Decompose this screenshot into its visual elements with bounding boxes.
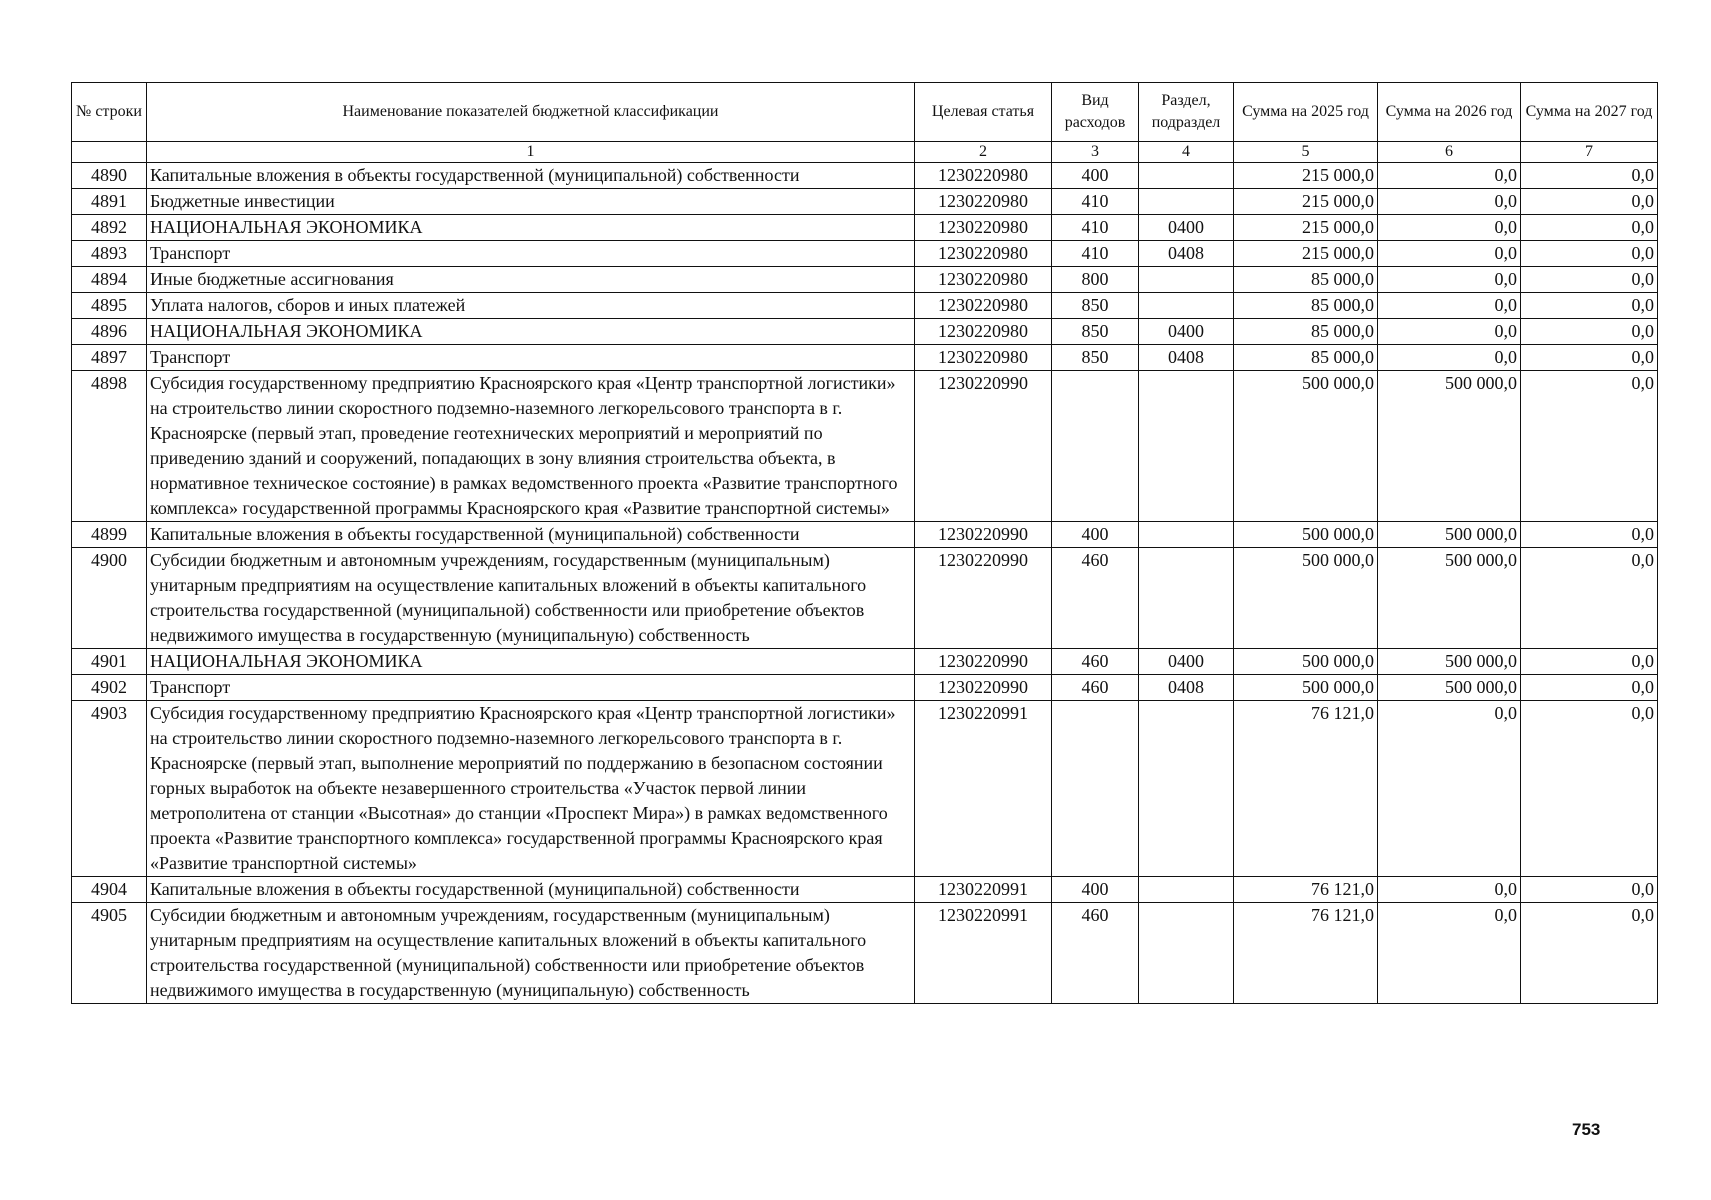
table-row <box>72 189 1658 215</box>
row-target-article: 1230220991 <box>915 903 1052 1004</box>
row-sum-2027: 0,0 <box>1521 293 1658 319</box>
row-section: 0408 <box>1139 241 1234 267</box>
column-number: 4 <box>1139 142 1234 163</box>
row-section <box>1139 522 1234 548</box>
row-target-article: 1230220980 <box>915 163 1052 189</box>
row-sum-2027: 0,0 <box>1521 649 1658 675</box>
row-target-article: 1230220980 <box>915 215 1052 241</box>
row-sum-2026: 0,0 <box>1378 701 1521 877</box>
row-expense-type: 460 <box>1052 903 1139 1004</box>
table-row <box>72 163 1658 189</box>
row-sum-2026: 500 000,0 <box>1378 548 1521 649</box>
row-target-article: 1230220990 <box>915 649 1052 675</box>
row-number: 4901 <box>72 649 147 675</box>
row-sum-2027: 0,0 <box>1521 189 1658 215</box>
row-sum-2025: 76 121,0 <box>1234 903 1378 1004</box>
header-target: Целевая статья <box>915 83 1052 142</box>
row-number: 4900 <box>72 548 147 649</box>
table-row <box>72 903 1658 1004</box>
row-sum-2025: 85 000,0 <box>1234 319 1378 345</box>
row-sum-2025: 500 000,0 <box>1234 649 1378 675</box>
table-row <box>72 522 1658 548</box>
row-sum-2025: 85 000,0 <box>1234 293 1378 319</box>
row-sum-2027: 0,0 <box>1521 903 1658 1004</box>
row-sum-2026: 0,0 <box>1378 903 1521 1004</box>
row-section <box>1139 189 1234 215</box>
table-row <box>72 675 1658 701</box>
header-sum-2027: Сумма на 2027 год <box>1521 83 1658 142</box>
row-name: Транспорт <box>147 675 915 701</box>
row-sum-2025: 85 000,0 <box>1234 267 1378 293</box>
row-expense-type: 850 <box>1052 319 1139 345</box>
row-target-article: 1230220980 <box>915 241 1052 267</box>
row-target-article: 1230220980 <box>915 189 1052 215</box>
table-row <box>72 293 1658 319</box>
row-section: 0400 <box>1139 319 1234 345</box>
row-name: Иные бюджетные ассигнования <box>147 267 915 293</box>
row-sum-2026: 0,0 <box>1378 267 1521 293</box>
row-target-article: 1230220990 <box>915 675 1052 701</box>
row-name: Капитальные вложения в объекты государственной (муниципальной) собственности <box>147 522 915 548</box>
row-number: 4905 <box>72 903 147 1004</box>
row-expense-type: 400 <box>1052 877 1139 903</box>
row-target-article: 1230220991 <box>915 877 1052 903</box>
row-expense-type <box>1052 371 1139 522</box>
row-sum-2025: 500 000,0 <box>1234 548 1378 649</box>
column-number: 2 <box>915 142 1052 163</box>
row-sum-2027: 0,0 <box>1521 215 1658 241</box>
row-section <box>1139 877 1234 903</box>
row-expense-type <box>1052 701 1139 877</box>
table-row <box>72 548 1658 649</box>
header-name: Наименование показателей бюджетной классификации <box>147 83 915 142</box>
row-section <box>1139 701 1234 877</box>
row-section <box>1139 903 1234 1004</box>
row-name: Субсидии бюджетным и автономным учреждениям, государственным (муниципальным) унитарным предприятиям на осуществление капитальных вложений в объекты капитального строительства государственной (муниципальной) собственности или приобретение объектов недвижимого имущества в государственную (муниципальную) собственность <box>147 903 915 1004</box>
row-name: Субсидия государственному предприятию Красноярского края «Центр транспортной логистики» на строительство линии скоростного подземно-наземного легкорельсового транспорта в г. Красноярске (первый этап, выполнение мероприятий по поддержанию в безопасном состоянии горных выработок на объекте незавершенного строительства «Участок первой линии метрополитена от станции «Высотная» до станции «Проспект Мира») в рамках ведомственного проекта «Развитие транспортного комплекса» государственной программы Красноярского края «Развитие транспортной системы» <box>147 701 915 877</box>
row-name: Капитальные вложения в объекты государственной (муниципальной) собственности <box>147 163 915 189</box>
row-name: Транспорт <box>147 345 915 371</box>
row-target-article: 1230220980 <box>915 345 1052 371</box>
row-sum-2026: 0,0 <box>1378 241 1521 267</box>
row-expense-type: 850 <box>1052 293 1139 319</box>
row-number: 4898 <box>72 371 147 522</box>
row-number: 4894 <box>72 267 147 293</box>
row-name: Субсидия государственному предприятию Красноярского края «Центр транспортной логистики» на строительство линии скоростного подземно-наземного легкорельсового транспорта в г. Красноярске (первый этап, проведение геотехнических мероприятий и мероприятий по приведению зданий и сооружений, попадающих в зону влияния строительства объекта, в нормативное техническое состояние) в рамках ведомственного проекта «Развитие транспортного комплекса» государственной программы Красноярского края «Развитие транспортной системы» <box>147 371 915 522</box>
row-section: 0408 <box>1139 675 1234 701</box>
row-sum-2027: 0,0 <box>1521 371 1658 522</box>
row-sum-2025: 500 000,0 <box>1234 675 1378 701</box>
table-body <box>72 163 1658 1004</box>
row-sum-2027: 0,0 <box>1521 345 1658 371</box>
row-sum-2026: 500 000,0 <box>1378 522 1521 548</box>
table-row <box>72 215 1658 241</box>
column-number: 1 <box>147 142 915 163</box>
row-sum-2026: 0,0 <box>1378 163 1521 189</box>
row-expense-type: 460 <box>1052 675 1139 701</box>
row-sum-2027: 0,0 <box>1521 675 1658 701</box>
row-sum-2027: 0,0 <box>1521 701 1658 877</box>
row-sum-2025: 85 000,0 <box>1234 345 1378 371</box>
row-section <box>1139 163 1234 189</box>
table-header-row <box>72 83 1658 142</box>
row-target-article: 1230220990 <box>915 371 1052 522</box>
row-sum-2027: 0,0 <box>1521 522 1658 548</box>
row-expense-type: 850 <box>1052 345 1139 371</box>
row-name: НАЦИОНАЛЬНАЯ ЭКОНОМИКА <box>147 649 915 675</box>
row-expense-type: 400 <box>1052 522 1139 548</box>
row-name: Капитальные вложения в объекты государственной (муниципальной) собственности <box>147 877 915 903</box>
column-number-row <box>72 142 1658 163</box>
row-name: Уплата налогов, сборов и иных платежей <box>147 293 915 319</box>
row-sum-2026: 0,0 <box>1378 293 1521 319</box>
row-target-article: 1230220991 <box>915 701 1052 877</box>
table-row <box>72 701 1658 877</box>
table-row <box>72 267 1658 293</box>
header-row-no: № строки <box>72 83 147 142</box>
row-sum-2025: 215 000,0 <box>1234 189 1378 215</box>
row-section: 0400 <box>1139 215 1234 241</box>
row-sum-2027: 0,0 <box>1521 267 1658 293</box>
row-sum-2025: 215 000,0 <box>1234 241 1378 267</box>
row-number: 4904 <box>72 877 147 903</box>
row-expense-type: 410 <box>1052 215 1139 241</box>
column-number: 3 <box>1052 142 1139 163</box>
row-target-article: 1230220980 <box>915 267 1052 293</box>
row-sum-2025: 500 000,0 <box>1234 522 1378 548</box>
row-section: 0408 <box>1139 345 1234 371</box>
row-section <box>1139 371 1234 522</box>
row-name: НАЦИОНАЛЬНАЯ ЭКОНОМИКА <box>147 215 915 241</box>
row-name: Транспорт <box>147 241 915 267</box>
row-sum-2026: 500 000,0 <box>1378 371 1521 522</box>
row-number: 4892 <box>72 215 147 241</box>
row-sum-2027: 0,0 <box>1521 319 1658 345</box>
header-section: Раздел, подраздел <box>1139 83 1234 142</box>
row-sum-2025: 76 121,0 <box>1234 877 1378 903</box>
row-sum-2027: 0,0 <box>1521 548 1658 649</box>
row-sum-2026: 0,0 <box>1378 215 1521 241</box>
row-expense-type: 410 <box>1052 189 1139 215</box>
table-row <box>72 241 1658 267</box>
row-number: 4897 <box>72 345 147 371</box>
row-sum-2026: 0,0 <box>1378 189 1521 215</box>
row-section <box>1139 293 1234 319</box>
table-row <box>72 345 1658 371</box>
table-row <box>72 319 1658 345</box>
row-number: 4890 <box>72 163 147 189</box>
page-number: 753 <box>1572 1120 1601 1139</box>
header-expense-type: Вид расходов <box>1052 83 1139 142</box>
row-sum-2027: 0,0 <box>1521 877 1658 903</box>
row-name: Субсидии бюджетным и автономным учреждениям, государственным (муниципальным) унитарным предприятиям на осуществление капитальных вложений в объекты капитального строительства государственной (муниципальной) собственности или приобретение объектов недвижимого имущества в государственную (муниципальную) собственность <box>147 548 915 649</box>
header-sum-2026: Сумма на 2026 год <box>1378 83 1521 142</box>
row-number: 4891 <box>72 189 147 215</box>
table-row <box>72 649 1658 675</box>
table-row <box>72 371 1658 522</box>
row-sum-2025: 500 000,0 <box>1234 371 1378 522</box>
row-sum-2026: 500 000,0 <box>1378 649 1521 675</box>
row-sum-2026: 0,0 <box>1378 319 1521 345</box>
row-sum-2025: 215 000,0 <box>1234 215 1378 241</box>
row-target-article: 1230220980 <box>915 293 1052 319</box>
row-target-article: 1230220990 <box>915 522 1052 548</box>
row-section: 0400 <box>1139 649 1234 675</box>
row-number: 4893 <box>72 241 147 267</box>
row-number: 4895 <box>72 293 147 319</box>
row-expense-type: 410 <box>1052 241 1139 267</box>
row-section <box>1139 267 1234 293</box>
row-number: 4903 <box>72 701 147 877</box>
row-sum-2026: 0,0 <box>1378 877 1521 903</box>
row-number: 4899 <box>72 522 147 548</box>
row-number: 4896 <box>72 319 147 345</box>
row-sum-2026: 500 000,0 <box>1378 675 1521 701</box>
row-expense-type: 460 <box>1052 548 1139 649</box>
budget-table <box>71 82 1658 1004</box>
table-row <box>72 877 1658 903</box>
row-expense-type: 460 <box>1052 649 1139 675</box>
column-number: 7 <box>1521 142 1658 163</box>
row-target-article: 1230220990 <box>915 548 1052 649</box>
row-name: НАЦИОНАЛЬНАЯ ЭКОНОМИКА <box>147 319 915 345</box>
row-name: Бюджетные инвестиции <box>147 189 915 215</box>
row-sum-2026: 0,0 <box>1378 345 1521 371</box>
row-target-article: 1230220980 <box>915 319 1052 345</box>
row-sum-2027: 0,0 <box>1521 163 1658 189</box>
row-number: 4902 <box>72 675 147 701</box>
column-number: 6 <box>1378 142 1521 163</box>
row-section <box>1139 548 1234 649</box>
row-expense-type: 800 <box>1052 267 1139 293</box>
header-sum-2025: Сумма на 2025 год <box>1234 83 1378 142</box>
column-number-blank <box>72 142 147 163</box>
row-sum-2027: 0,0 <box>1521 241 1658 267</box>
column-number: 5 <box>1234 142 1378 163</box>
row-sum-2025: 76 121,0 <box>1234 701 1378 877</box>
row-sum-2025: 215 000,0 <box>1234 163 1378 189</box>
row-expense-type: 400 <box>1052 163 1139 189</box>
